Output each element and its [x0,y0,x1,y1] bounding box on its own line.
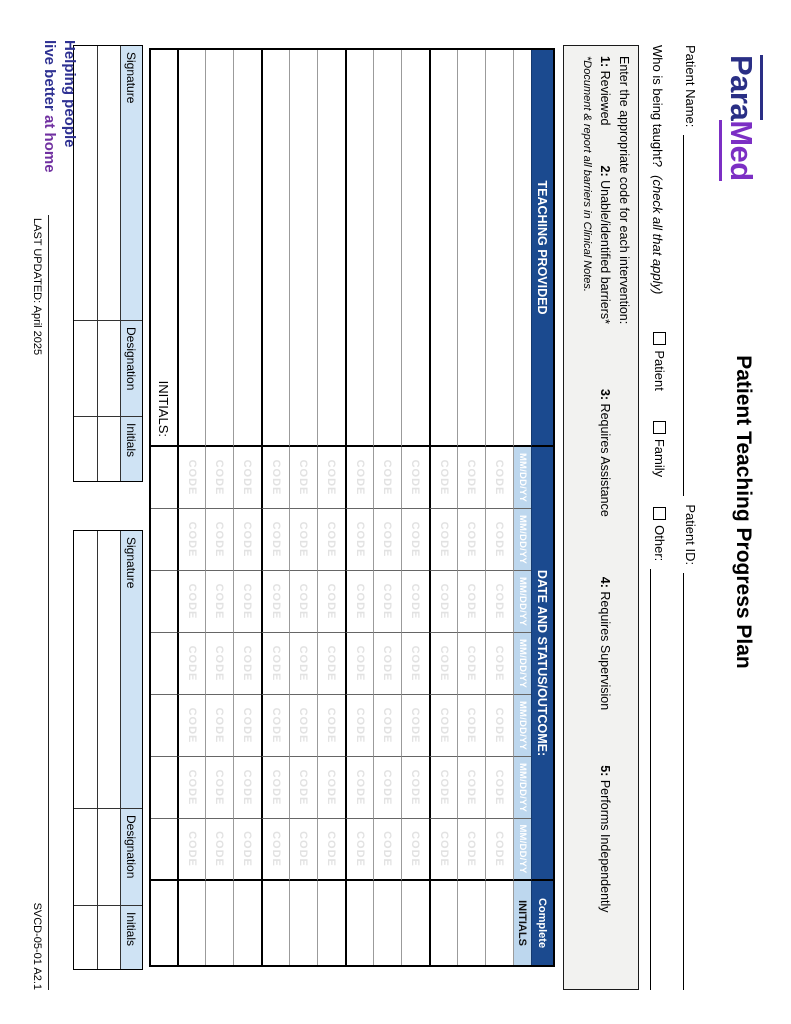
sig-cell-designation-r2[interactable] [74,321,97,417]
checkbox-other[interactable] [653,507,666,520]
teaching-cell-r4[interactable] [401,50,429,447]
code-cell-r5-c6[interactable]: CODE [373,757,401,819]
complete-initials-cell-r2[interactable] [457,881,485,965]
teaching-cell-r10[interactable] [233,50,261,447]
code-cell-r11-c5[interactable]: CODE [205,695,233,757]
date-header-cell-6[interactable]: MM/DD/YY [513,757,531,819]
code-cell-r9-c2[interactable]: CODE [261,509,289,571]
logo-para: Para [723,55,763,120]
code-cell-r6-c7[interactable]: CODE [345,819,373,881]
code-cell-r6-c1[interactable]: CODE [345,447,373,509]
date-header-cell-5[interactable]: MM/DD/YY [513,695,531,757]
code-cell-r12-c4[interactable]: CODE [177,633,205,695]
date-header-cell-7[interactable]: MM/DD/YY [513,819,531,881]
teaching-progress-table [149,48,555,967]
sig-header-designation: Designation [120,321,142,417]
code-cell-r12-c5[interactable]: CODE [177,695,205,757]
who-taught-note: (check all that apply) [650,175,665,295]
code-cell-r2-c1[interactable]: CODE [457,447,485,509]
teaching-cell-r8[interactable] [289,50,317,447]
code-cell-r4-c6[interactable]: CODE [401,757,429,819]
other-input[interactable] [650,569,666,990]
code-cell-r7-c6[interactable]: CODE [317,757,345,819]
tagline-line2: live better at home [41,40,59,173]
code-cell-r9-c3[interactable]: CODE [261,571,289,633]
code-cell-r4-c2[interactable]: CODE [401,509,429,571]
code-cell-r8-c2[interactable]: CODE [289,509,317,571]
teaching-cell-r3[interactable] [429,50,457,447]
sig-cell-designation-r1[interactable] [97,321,120,417]
code-cell-r7-c1[interactable]: CODE [317,447,345,509]
who-taught-question: Who is being taught? [650,45,665,168]
code-cell-r1-c2[interactable]: CODE [485,509,513,571]
initials-row-cell-c3[interactable] [151,571,177,633]
code-cell-r11-c6[interactable]: CODE [205,757,233,819]
initials-row-complete-cell[interactable] [151,881,177,965]
initials-row-cell-c1[interactable] [151,447,177,509]
code-cell-r2-c2[interactable]: CODE [457,509,485,571]
code-cell-r8-c5[interactable]: CODE [289,695,317,757]
code-cell-r3-c6[interactable]: CODE [429,757,457,819]
brand-tagline [40,40,79,173]
option-label: Family [652,438,667,478]
checkbox-family[interactable] [653,421,666,434]
option-patient [652,332,667,390]
code-cell-r10-c1[interactable]: CODE [233,447,261,509]
code-cell-r4-c7[interactable]: CODE [401,819,429,881]
code-cell-r6-c4[interactable]: CODE [345,633,373,695]
code-cell-r4-c1[interactable]: CODE [401,447,429,509]
complete-initials-cell-r10[interactable] [233,881,261,965]
code-cell-r8-c3[interactable]: CODE [289,571,317,633]
signature-table-left [73,45,143,482]
code-cell-r10-c7[interactable]: CODE [233,819,261,881]
complete-initials-cell-r5[interactable] [373,881,401,965]
signature-table-right [73,530,143,970]
sig-header-initials: Initials [120,417,142,481]
code-cell-r2-c7[interactable]: CODE [457,819,485,881]
teaching-cell-r11[interactable] [205,50,233,447]
code-cell-r6-c5[interactable]: CODE [345,695,373,757]
sig-header-initials: Initials [120,906,142,969]
teaching-cell-r9[interactable] [261,50,289,447]
code-cell-r11-c1[interactable]: CODE [205,447,233,509]
code-cell-r2-c5[interactable]: CODE [457,695,485,757]
sig-cell-initials-r1[interactable] [97,417,120,481]
code-cell-r3-c4[interactable]: CODE [429,633,457,695]
teaching-subheader-cell [513,50,531,447]
code-cell-r10-c3[interactable]: CODE [233,571,261,633]
code-cell-r6-c2[interactable]: CODE [345,509,373,571]
complete-initials-cell-r12[interactable] [177,881,205,965]
code-cell-r2-c4[interactable]: CODE [457,633,485,695]
date-header-cell-3[interactable]: MM/DD/YY [513,571,531,633]
code-cell-r7-c4[interactable]: CODE [317,633,345,695]
code-cell-r8-c6[interactable]: CODE [289,757,317,819]
last-updated-text: LAST UPDATED: April 2025 [31,218,43,356]
code-cell-r11-c4[interactable]: CODE [205,633,233,695]
initials-row-cell-c7[interactable] [151,819,177,881]
page-title: Patient Teaching Progress Plan [732,355,755,669]
code-item-2: 2: Unable/identified barriers* [598,165,612,324]
sig-cell-designation-r2[interactable] [74,809,97,906]
code-cell-r2-c6[interactable]: CODE [457,757,485,819]
initials-row-cell-c6[interactable] [151,757,177,819]
col-header-complete: Complete [531,881,553,965]
code-cell-r3-c2[interactable]: CODE [429,509,457,571]
code-cell-r12-c1[interactable]: CODE [177,447,205,509]
code-cell-r7-c2[interactable]: CODE [317,509,345,571]
code-cell-r4-c3[interactable]: CODE [401,571,429,633]
code-cell-r3-c3[interactable]: CODE [429,571,457,633]
code-cell-r12-c6[interactable]: CODE [177,757,205,819]
sig-header-signature: Signature [120,531,142,809]
code-cell-r3-c7[interactable]: CODE [429,819,457,881]
code-cell-r8-c7[interactable]: CODE [289,819,317,881]
code-cell-r5-c1[interactable]: CODE [373,447,401,509]
teaching-cell-r5[interactable] [373,50,401,447]
teaching-cell-r7[interactable] [317,50,345,447]
code-cell-r12-c2[interactable]: CODE [177,509,205,571]
complete-initials-cell-r8[interactable] [289,881,317,965]
code-cell-r1-c5[interactable]: CODE [485,695,513,757]
code-cell-r10-c5[interactable]: CODE [233,695,261,757]
date-header-cell-2[interactable]: MM/DD/YY [513,509,531,571]
code-legend-intro: Enter the appropriate code for each intervention: [617,56,631,325]
code-cell-r1-c6[interactable]: CODE [485,757,513,819]
code-cell-r4-c4[interactable]: CODE [401,633,429,695]
patient-row [683,45,699,990]
sig-cell-signature-r1[interactable] [97,531,120,809]
code-cell-r9-c4[interactable]: CODE [261,633,289,695]
who-taught-row [650,45,667,990]
option-other [652,507,667,561]
teaching-cell-r1[interactable] [485,50,513,447]
code-cell-r5-c2[interactable]: CODE [373,509,401,571]
teaching-cell-r6[interactable] [345,50,373,447]
code-cell-r8-c4[interactable]: CODE [289,633,317,695]
option-label: Other: [652,525,667,562]
who-taught-options [650,302,667,561]
complete-initials-cell-r11[interactable] [205,881,233,965]
date-header-cell-4[interactable]: MM/DD/YY [513,633,531,695]
footer-divider [48,215,49,990]
code-cell-r12-c3[interactable]: CODE [177,571,205,633]
date-header-cell-1[interactable]: MM/DD/YY [513,447,531,509]
code-cell-r9-c7[interactable]: CODE [261,819,289,881]
code-cell-r2-c3[interactable]: CODE [457,571,485,633]
code-item-3: 3: Requires Assistance [598,388,612,517]
complete-initials-cell-r3[interactable] [429,881,457,965]
sig-cell-initials-r2[interactable] [74,417,97,481]
code-cell-r5-c5[interactable]: CODE [373,695,401,757]
code-cell-r5-c7[interactable]: CODE [373,819,401,881]
option-label: Patient [652,350,667,391]
complete-initials-cell-r7[interactable] [317,881,345,965]
initials-subheader-cell: INITIALS [513,881,531,965]
col-header-teaching-provided: TEACHING PROVIDED [531,50,553,447]
complete-initials-cell-r4[interactable] [401,881,429,965]
logo-med: Med [719,120,759,181]
code-cell-r9-c5[interactable]: CODE [261,695,289,757]
code-cell-r5-c3[interactable]: CODE [373,571,401,633]
document-code: SVCD-05-01 A2.1 [31,902,43,990]
code-legend-footnote: *Document & report all barriers in Clinical Notes. [581,56,593,292]
complete-initials-cell-r9[interactable] [261,881,289,965]
code-cell-r6-c3[interactable]: CODE [345,571,373,633]
tagline-line1: Helping people [61,40,78,148]
code-cell-r3-c1[interactable]: CODE [429,447,457,509]
initials-row-cell-c5[interactable] [151,695,177,757]
code-cell-r4-c5[interactable]: CODE [401,695,429,757]
code-cell-r7-c3[interactable]: CODE [317,571,345,633]
teaching-cell-r2[interactable] [457,50,485,447]
sig-cell-initials-r1[interactable] [97,906,120,969]
sig-cell-designation-r1[interactable] [97,809,120,906]
col-header-date-status-outcome: DATE AND STATUS/OUTCOME: [531,447,553,881]
code-cell-r1-c4[interactable]: CODE [485,633,513,695]
code-cell-r9-c6[interactable]: CODE [261,757,289,819]
code-cell-r5-c4[interactable]: CODE [373,633,401,695]
patient-id-input[interactable] [683,573,699,990]
sig-header-designation: Designation [120,809,142,906]
option-family [652,421,667,477]
teaching-cell-r12[interactable] [177,50,205,447]
sig-cell-signature-r2[interactable] [74,531,97,809]
code-legend-box [563,45,639,990]
patient-id-label: Patient ID: [683,504,698,566]
code-cell-r12-c7[interactable]: CODE [177,819,205,881]
patient-name-input[interactable] [683,135,699,496]
code-item-5: 5: Performs Independently [598,765,612,913]
code-item-1: 1: Reviewed [598,56,612,126]
sig-cell-initials-r2[interactable] [74,906,97,969]
code-cell-r3-c5[interactable]: CODE [429,695,457,757]
code-cell-r8-c1[interactable]: CODE [289,447,317,509]
sig-cell-signature-r1[interactable] [97,46,120,321]
initials-row-cell-c4[interactable] [151,633,177,695]
complete-initials-cell-r6[interactable] [345,881,373,965]
initials-row-label: INITIALS: [151,50,177,447]
code-cell-r1-c3[interactable]: CODE [485,571,513,633]
initials-row-cell-c2[interactable] [151,509,177,571]
code-cell-r10-c6[interactable]: CODE [233,757,261,819]
code-cell-r6-c6[interactable]: CODE [345,757,373,819]
sig-header-signature: Signature [120,46,142,321]
code-cell-r11-c3[interactable]: CODE [205,571,233,633]
code-cell-r1-c7[interactable]: CODE [485,819,513,881]
code-cell-r1-c1[interactable]: CODE [485,447,513,509]
code-cell-r9-c1[interactable]: CODE [261,447,289,509]
code-cell-r10-c2[interactable]: CODE [233,509,261,571]
code-cell-r7-c5[interactable]: CODE [317,695,345,757]
code-cell-r10-c4[interactable]: CODE [233,633,261,695]
code-cell-r7-c7[interactable]: CODE [317,819,345,881]
patient-name-label: Patient Name: [683,45,698,128]
checkbox-patient[interactable] [653,332,666,345]
code-item-4: 4: Requires Supervision [598,576,612,711]
complete-initials-cell-r1[interactable] [485,881,513,965]
code-cell-r11-c2[interactable]: CODE [205,509,233,571]
code-legend-items [598,56,612,979]
code-cell-r11-c7[interactable]: CODE [205,819,233,881]
